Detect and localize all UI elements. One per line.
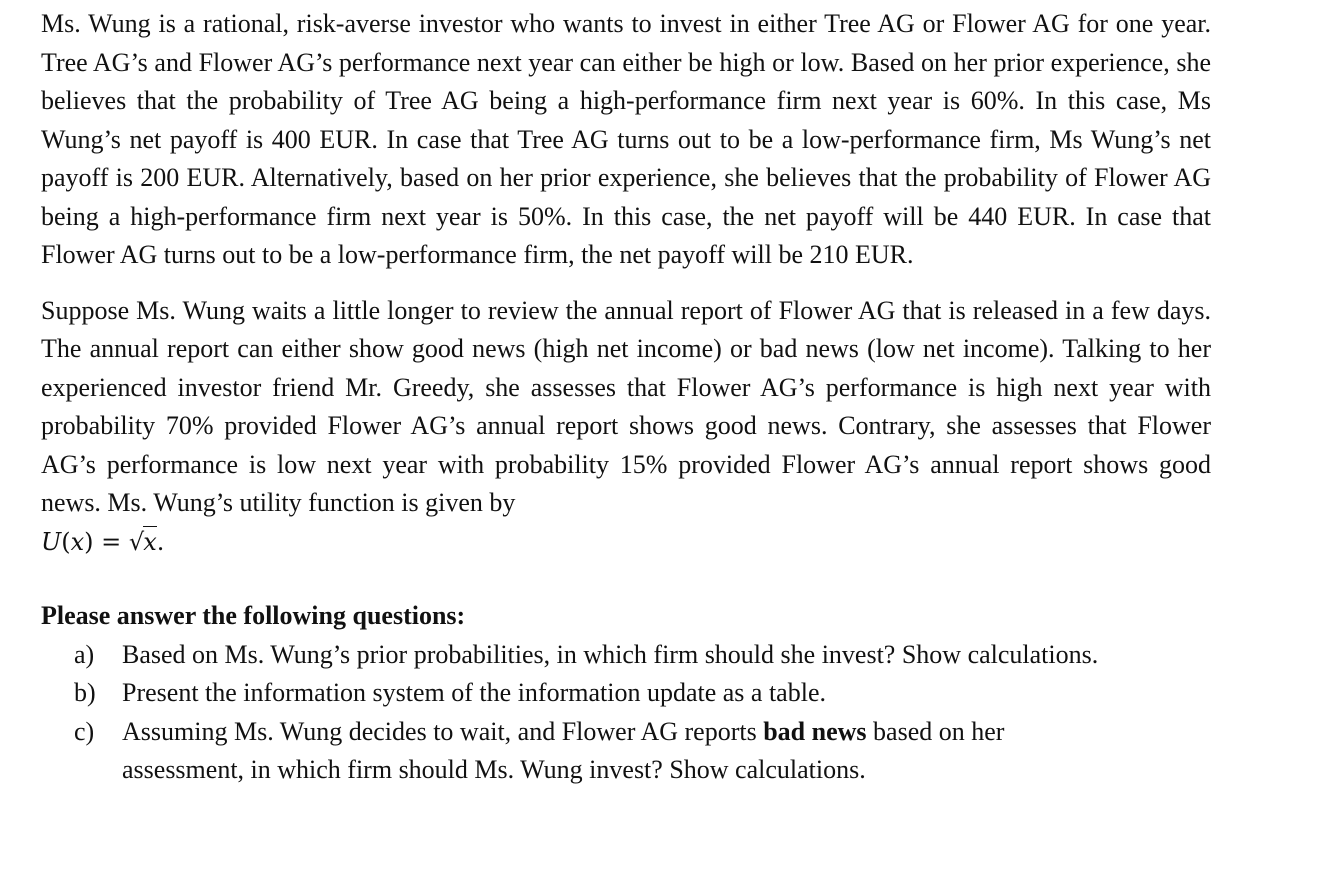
square-root (129, 523, 157, 562)
question-c-text-after: based on her assessment, in which firm should Ms. Wung invest? Show calculations. (122, 716, 1005, 784)
question-a (41, 636, 1122, 675)
question-b (41, 674, 1122, 713)
question-b-text: Present the information system of the information update as a table. (122, 678, 826, 707)
radicand: x (143, 527, 157, 556)
intro-paragraph: Ms. Wung is a rational, risk-averse investor who wants to invest in either Tree AG or Flower AG for one year. Tree AG’s and Flower AG’s performance next year can either be high or low. Based on her prior experience, she believes that the probability of Tree AG being a high-performance firm next year is 60%. In this case, Ms Wung’s net payoff is 400 EUR. In case that Tree AG turns out to be a low-performance firm, Ms Wung’s net payoff is 200 EUR. Alternatively, based on her prior experience, she believes that the probability of Flower AG being a high-performance firm next year is 50%. In this case, the net payoff will be 440 EUR. In case that Flower AG turns out to be a low-performance firm, the net payoff will be 210 EUR. (41, 9, 1211, 269)
formula-function: U (41, 527, 62, 556)
question-c-marker: c) (74, 716, 95, 746)
questions-heading: Please answer the following questions: (41, 601, 466, 630)
utility-formula (41, 523, 1211, 562)
document-page (41, 5, 1211, 790)
scenario-paragraph: Suppose Ms. Wung waits a little longer to review the annual report of Flower AG that is released in a few days. The annual report can either show good news (high net income) or bad news (low net income). Talking to her experienced investor friend Mr. Greedy, she assesses that Flower AG’s performance is high next year with probability 70% provided Flower AG’s annual report shows good news. Contrary, she assesses that Flower AG’s performance is low next year with probability 15% provided Flower AG’s annual report shows good news. Ms. Wung’s utility function is given by (41, 295, 1211, 517)
question-c-bold-text: bad news (763, 716, 867, 746)
question-c-text-before: Assuming Ms. Wung decides to wait, and Flower AG reports (122, 716, 764, 746)
formula-open-paren: ( (61, 527, 71, 556)
question-a-text: Based on Ms. Wung’s prior probabilities, in which firm should she invest? Show calculations. (122, 639, 1099, 669)
question-list (41, 636, 1211, 790)
formula-equals: = (93, 527, 129, 556)
formula-close-paren: ) (84, 527, 94, 556)
formula-period: . (156, 527, 165, 556)
question-c (41, 713, 1122, 790)
question-a-marker: a) (74, 639, 95, 669)
radical-sign: √ (128, 527, 145, 556)
question-b-marker: b) (74, 678, 96, 707)
formula-variable: x (70, 527, 85, 556)
